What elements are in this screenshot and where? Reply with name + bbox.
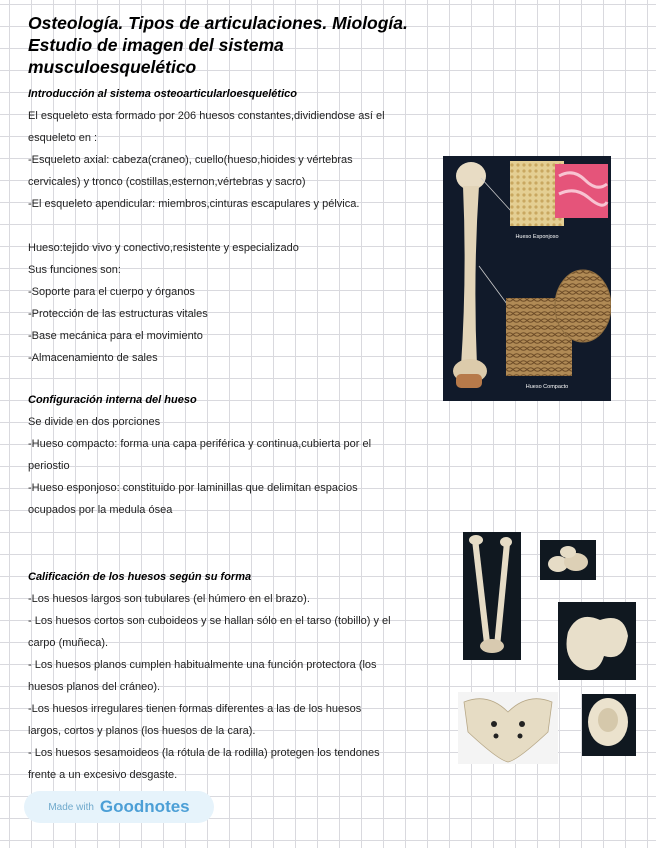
text-line: largos, cortos y planos (los huesos de la cara). <box>28 725 256 737</box>
text-line: frente a un excesivo desgaste. <box>28 769 178 781</box>
text-line: - Los huesos sesamoideos (la rótula de la rodilla) protegen los tendones <box>28 747 380 759</box>
short-bones-image <box>540 540 596 580</box>
text-line: cervicales) y tronco (costillas,esternon,vértebras y sacro) <box>28 176 306 188</box>
compact-bone-section-image <box>555 270 611 342</box>
text-line: -Base mecánica para el movimiento <box>28 330 203 342</box>
text-line: Sus funciones son: <box>28 264 121 276</box>
section-heading: Introducción al sistema osteoarticularloesquelético <box>28 88 297 100</box>
compact-bone-label: Hueso Compacto <box>525 384 569 390</box>
sesamoid-bone-image <box>582 694 636 756</box>
text-line: - Los huesos cortos son cuboideos y se hallan sólo en el tarso (tobillo) y el <box>28 615 391 627</box>
title-line-2: Estudio de imagen del sistema <box>28 35 284 55</box>
text-line: -Esqueleto axial: cabeza(craneo), cuello(hueso,hioides y vértebras <box>28 154 353 166</box>
text-line: periostio <box>28 460 70 472</box>
flat-bones-image <box>458 692 558 764</box>
text-line: -Hueso esponjoso: constituido por laminillas que delimitan espacios <box>28 482 358 494</box>
badge-brand: Goodnotes <box>99 797 190 816</box>
text-line: -Soporte para el cuerpo y órganos <box>28 286 195 298</box>
section-internal-structure <box>28 389 440 521</box>
text-line: huesos planos del cráneo). <box>28 681 161 693</box>
section-bone-classification <box>28 566 440 786</box>
text-line: El esqueleto esta formado por 206 huesos constantes,dividiendose así el <box>28 110 385 122</box>
title-line-3: musculoesquelético <box>28 57 197 77</box>
goodnotes-badge <box>24 791 214 823</box>
text-line: -Los huesos largos son tubulares (el húmero en el brazo). <box>28 593 310 605</box>
section-intro <box>28 83 440 369</box>
text-line: -Protección de las estructuras vitales <box>28 308 208 320</box>
spongy-bone-label: Hueso Esponjoso <box>515 234 559 240</box>
text-line: - Los huesos planos cumplen habitualmente una función protectora (los <box>28 659 377 671</box>
bone-structure-illustration <box>443 156 611 401</box>
title-line-1: Osteología. Tipos de articulaciones. Miología. <box>28 13 408 33</box>
page-title <box>28 12 458 78</box>
bone-shapes-illustration <box>458 532 638 767</box>
text-line: Hueso:tejido vivo y conectivo,resistente y especializado <box>28 242 299 254</box>
text-line: -Los huesos irregulares tienen formas diferentes a las de los huesos <box>28 703 362 715</box>
bone-shapes-collage <box>458 532 638 767</box>
bone-structure-figure <box>443 156 611 401</box>
section-heading: Configuración interna del hueso <box>28 394 197 406</box>
text-line: -Almacenamiento de sales <box>28 352 158 364</box>
section-heading: Calificación de los huesos según su forma <box>28 571 252 583</box>
badge-made-with: Made with <box>48 801 94 813</box>
blank-line <box>28 215 440 237</box>
text-line: -Hueso compacto: forma una capa periférica y continua,cubierta por el <box>28 438 372 450</box>
text-line: esqueleto en : <box>28 132 98 144</box>
text-line: ocupados por la medula ósea <box>28 504 173 516</box>
text-line: Se divide en dos porciones <box>28 416 161 428</box>
text-line: carpo (muñeca). <box>28 637 109 649</box>
text-line: -El esqueleto apendicular: miembros,cinturas escapulares y pélvica. <box>28 198 360 210</box>
long-bones-image <box>463 532 521 660</box>
irregular-bone-image <box>558 602 636 680</box>
